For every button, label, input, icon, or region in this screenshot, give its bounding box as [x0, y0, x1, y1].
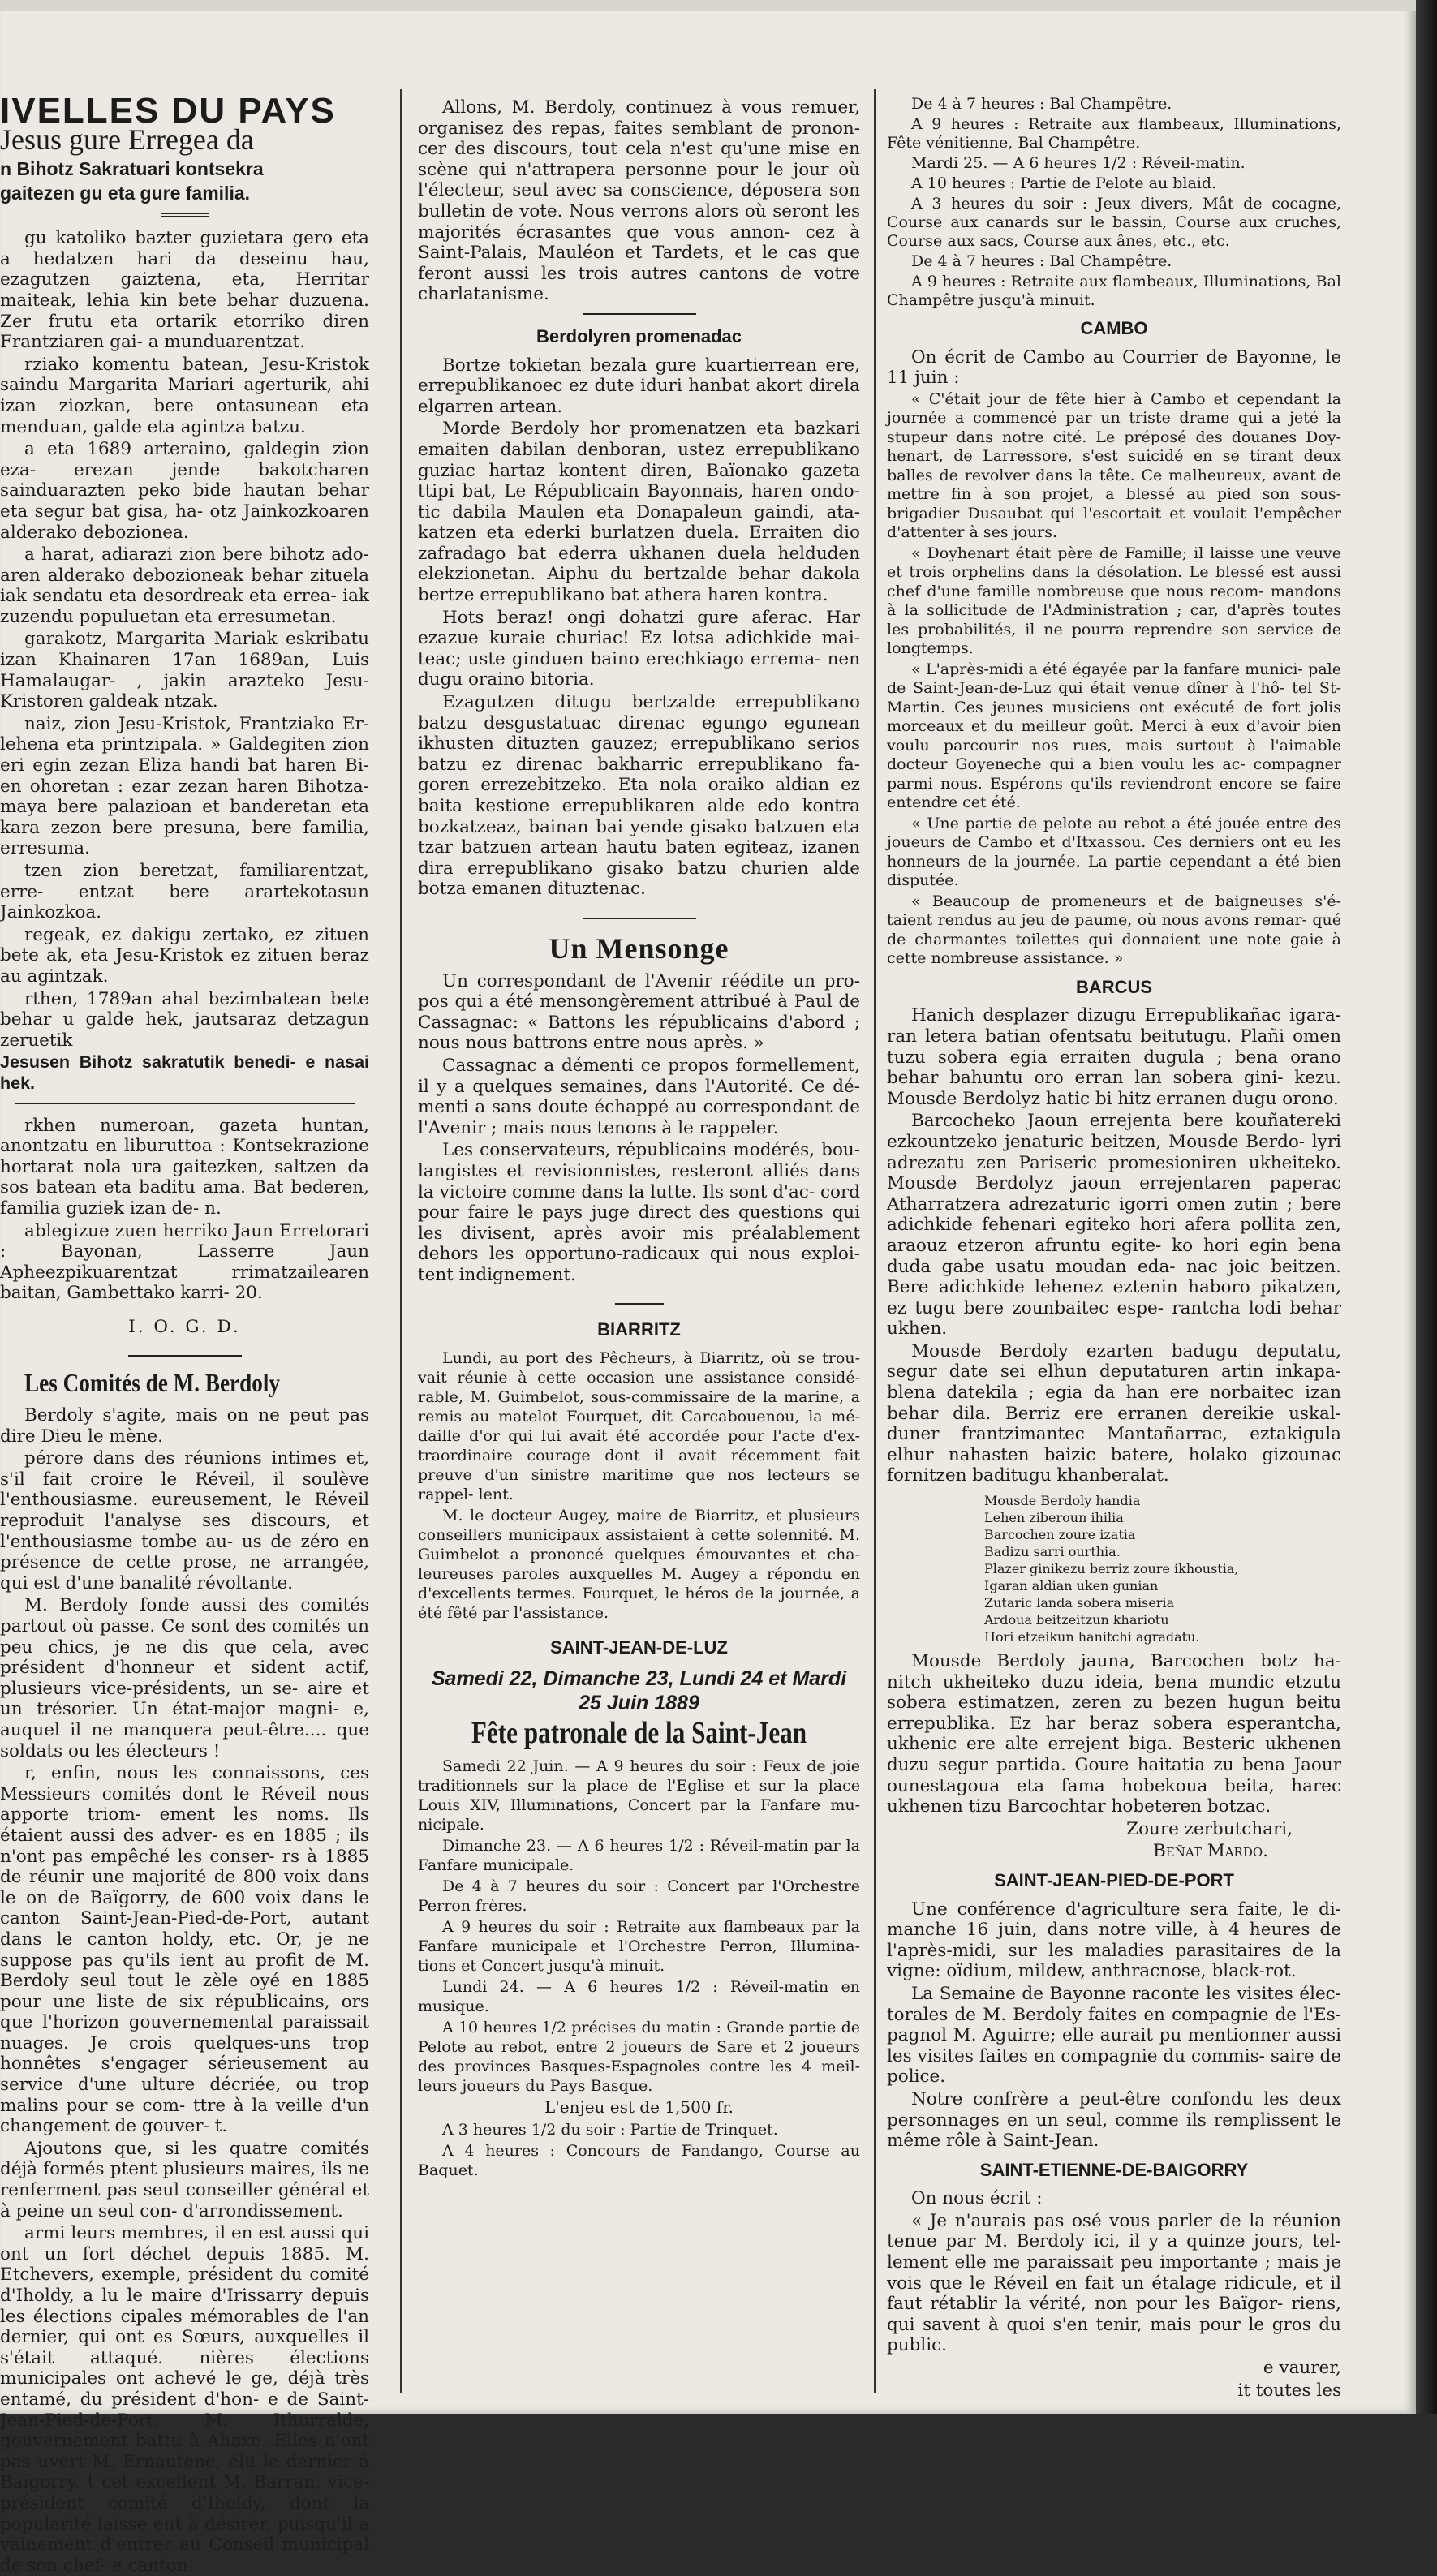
- program-item: A 9 heures : Retraite aux flambeaux, Illuminations, Bal Champêtre jusqu'à minuit.: [887, 273, 1341, 309]
- divider: [615, 1303, 664, 1305]
- paragraph: Notre confrère a peut-être confondu les deux personnages en un seul, comme ils remplissent le même rôle à Saint-Jean.: [887, 2088, 1341, 2152]
- signature: I. O. G. D.: [128, 1316, 241, 1337]
- paragraph: Les conservateurs, républicains modérés, bou- langistes et revisionnistes, resteront alliés dans la victoire comme dans la lutte. Ils sont d'ac- cord pour faire le pays juge direct des questions qui les divisent, après avoir mis préalablement dehors les opportuno-radicaux qui nous exploi- tent indignement.: [418, 1140, 860, 1285]
- barcus-title: BARCUS: [1075, 976, 1153, 997]
- paragraph: Allons, M. Berdoly, continuez à vous remuer, organisez des repas, faites semblant de pronon- cer des discours, tout cela n'est qu'une mise en scène qui n'attrapera personne pour le jour où l'électeur, seul avec sa conscience, déposera son bulletin de vote. Nous verrons alors où seront les majorités écrasantes que vous annon- cez à Saint-Palais, Mauléon et Tardets, et le cas que feront aussi les trois autres cantons de votre charlatanisme.: [418, 97, 860, 305]
- poem-line: Barcochen zoure izatia: [984, 1527, 1136, 1543]
- paragraph: « Je n'aurais pas osé vous parler de la réunion tenue par M. Berdoly ici, il y a quinze jours, tel- lement elle me paraissait peu importante ; mais je vois que le Réveil en fait un étalage ridicule, et il faut rétablir la vérité, non pour les Baïgor- riens, qui savent à quoi s'en tenir, mais pour le gros du public.: [887, 2210, 1341, 2356]
- paragraph: rthen, 1789an ahal bezimbatean bete behar u galde hek, jautsaraz detzagun zeruetik: [0, 988, 369, 1051]
- paragraph-fragment: it toutes les: [1237, 2380, 1341, 2401]
- paragraph: tzen zion beretzat, familiarentzat, erre- entzat bere arartekotasun Jainkozkoa.: [0, 861, 369, 923]
- paragraph: « Une partie de pelote au rebot a été jouée entre des joueurs de Cambo et d'Itxassou. Ces derniers ont eu les honneurs de la journée. La partie cependant a été bien disputée.: [887, 814, 1341, 890]
- program-item: A 9 heures : Retraite aux flambeaux, Illuminations, Fête vénitienne, Bal Champêtre.: [887, 115, 1341, 152]
- column-1: [0, 91, 369, 2576]
- fete-title: Fête patronale de la Saint-Jean: [471, 1715, 807, 1750]
- signature-name: Beñat Mardo.: [1152, 1841, 1268, 1862]
- paragraph: armi leurs membres, il en est aussi qui ont un fort déchet depuis 1885. M. Etchevers, exemple, président du comité d'Iholdy, a lu le maire d'Irissarry depuis les élections cipales mémorables de l'an dernier, qui ont es Sœurs, auxquelles il s'était attaqué. nières élections municipales ont achevé le ge, déjà très entamé, du président d'hon- e de Saint-Jean-Pied-de-Port, M. Ithurralde, gouvernement battu à Ahaxe. Elles n'ont pas uvert M. Ernautene, élu le dernier à Baïgorry. t cet excellent M. Barran, vice-président comité d'Iholdy, dont la popularité laisse ent à désirer, puisqu'il a vainement d'entrer au Conseil municipal de son chef- e canton.: [0, 2223, 369, 2576]
- paragraph: La Semaine de Bayonne raconte les visites élec- torales de M. Berdoly faites en compagnie de l'Es- pagnol M. Aguirre; elle aurait pu mentionner aussi les visites faites en compagnie du commis- saire de police.: [887, 1983, 1341, 2088]
- paragraph-fragment: e vaurer,: [1263, 2358, 1341, 2379]
- paragraph: ablegizue zuen herriko Jaun Erretorari : Bayonan, Lasserre Jaun Apheezpikuarentzat rrimatzailearen baitan, Gambettako karri- 20.: [0, 1220, 369, 1304]
- paragraph: pérore dans des réunions intimes et, s'il fait croire le Réveil, il soulève l'enthousiasme. eureusement, le Réveil reproduit l'analyse ses discours, et l'enthousiasme tombe au- us de zéro en présence de cette prose, ne arrangée, qui est d'une banalité révoltante.: [0, 1448, 369, 1593]
- program-item: A 3 heures du soir : Jeux divers, Mât de cocagne, Course aux canards sur le bassin, Course aux cruches, Course aux sacs, Course aux ânes, etc., etc.: [887, 195, 1341, 250]
- paragraph-bold: Jesusen Bihotz sakratutik benedi- e nasai hek.: [0, 1052, 369, 1093]
- divider: [161, 213, 209, 217]
- poem-line: Ardoua beitzeitzun khariotu: [984, 1612, 1169, 1628]
- paragraph: Cassagnac a démenti ce propos formellement, il y a quelques semaines, dans l'Autorité. Ce dé- menti a sans doute échappé au correspondant de l'Avenir ; mais nous tenons à le rappeler.: [418, 1055, 860, 1138]
- saint-etienne-de-baigorry-title: SAINT-ETIENNE-DE-BAIGORRY: [979, 2159, 1249, 2180]
- paragraph: « Doyhenart était père de Famille; il laisse une veuve et trois orphelins dans la désolation. Le blessé est aussi chef d'une famille nombreuse que nous recom- mandons à la sollicitude de l'Administration ; car, d'après toutes les probabilités, il ne pourra reprendre son service de longtemps.: [887, 544, 1341, 658]
- top-edge: [0, 0, 1416, 11]
- paragraph: Morde Berdoly hor promenatzen eta bazkari emaiten dabilan denboran, ustez errepublikano guziac hartaz kontent diren, Baïonako gazeta ttipi bat, Le Républicain Bayonnais, haren ondo- tic dabila Maulen eta Donapaleun gaindi, ata- katzen eta ederki burlatzen duela. Erraiten dio zafradago bat ederra ukhanen duela helduden elekzionetan. Aiphu du bertzalde behar dakola bertze errepublikano bat athera haren kontra.: [418, 419, 860, 606]
- program-item: A 10 heures : Partie de Pelote au blaid.: [911, 174, 1217, 192]
- paragraph: a eta 1689 arteraino, galdegin zion eza- erezan jende bakotcharen sainduarazten peko bide hautan behar eta segur bat gisa, ha- otz Jainkozkoaren alderako debozionea.: [0, 439, 369, 543]
- signature-line: Zoure zerbutchari,: [1126, 1818, 1293, 1839]
- paragraph: rziako komentu batean, Jesu-Kristok saindu Margarita Mariari agerturik, ahi izan ziozkan, bere ontasunean eta menduan, galde eta agintza batzu.: [0, 354, 369, 437]
- mensonge-title: Un Mensonge: [549, 931, 729, 965]
- program-item: A 9 heures du soir : Retraite aux flambeaux par la Fanfare municipale et l'Orchestre Perron, Illumina- tions et Concert jusqu'à minuit.: [418, 1918, 860, 1976]
- comites-title: Les Comités de M. Berdoly: [24, 1368, 281, 1398]
- paragraph: Ezagutzen ditugu bertzalde errepublikano batzu desgustatuac direnac egungo egunean ikhusten dituzten gauzez; errepublikano serios batzu ez direnac bakharric errepublikano fa- goren errezebitzeko. Eta nola oraiko aldian ez baita kestione errepublikaren alde edo kontra bozkatzeaz, bainan bai yende gisako batzuen eta tzar batzuen artean hautu baten egiteaz, izanen dira errepublikano gisako batzu churien alde botza emanen dituztenac.: [418, 692, 860, 900]
- paragraph: Hots beraz! ongi dohatzi gure aferac. Har ezazue kuraie churiac! Ez lotsa adichkide mai- teac; uste ginduen baino erechkiago errema- nen dugu oraino bitoria.: [418, 607, 860, 690]
- biarritz-title: BIARRITZ: [597, 1319, 681, 1340]
- paragraph: « C'était jour de fête hier à Cambo et cependant la journée a commencé par un triste drame qui a jeté la stupeur dans notre cité. Le préposé des douanes Doy- henart, de Larressore, s'est suicidé en se tirant deux balles de revolver dans la tête. Ce malheureux, avant de mettre fin à son projet, a blessé au pied son sous- brigadier Dusaubat qui l'escortait et voulait l'empêcher d'attenter à ses jours.: [887, 389, 1341, 542]
- paragraph: Une conférence d'agriculture sera faite, le di- manche 16 juin, dans notre ville, à 4 heures de l'après-midi, sur les maladies parasitaires de la vigne: oïdium, mildew, anthracnose, black-rot.: [887, 1899, 1341, 1982]
- divider: [128, 1355, 242, 1357]
- divider: [15, 1103, 355, 1104]
- paragraph: gu katoliko bazter guzietara gero eta a hedatzen hari da deseinu hau, ezagutzen gaiztena, eta, Herritar maiteak, lehia kin bete behar duzuena. Zer frutu eta ortarik etorriko diren Frantziaren gai- a munduarentzat.: [0, 228, 369, 353]
- paragraph: Berdoly s'agite, mais on ne peut pas dire Dieu le mène.: [0, 1405, 369, 1447]
- program-item: Lundi 24. — A 6 heures 1/2 : Réveil-matin en musique.: [418, 1978, 860, 2016]
- paragraph: Bortze tokietan bezala gure kuartierrean ere, errepublikanoec ez dute iduri hanbat akort direla elgarren artean.: [418, 355, 860, 417]
- paragraph: Barcocheko Jaoun errejenta bere kouñatereki ezkountzeko jenaturic beitzen, Mousde Berdo- lyri adrezatu zen Pariseric promesioniren ukheiteko. Mousde Berdolyz jaoun errejentaren paperac Atharratzera adrezaturic igorri omen zutin ; bere adichkide fehenari egiteko hori afera pollita zen, araouz etzeron afruntu egite- ko hori egin bena duda gabe usatu moudan eda- nac joic beitzen. Bere adichkide lehenez eztenin haboro pikatzen, ez tugu bere zounbaitec espe- rantcha lodi behar ukhen.: [887, 1111, 1341, 1340]
- paragraph: M. le docteur Augey, maire de Biarritz, et plusieurs conseillers municipaux assistaient à cette solennité. M. Guimbelot a prononcé quelques émouvantes et cha- leureuses paroles auxquelles M. Augey a répondu en d'excellents termes. Fourquet, le héros de la journée, a été fêté par l'assistance.: [418, 1507, 860, 1623]
- paragraph: « L'après-midi a été égayée par la fanfare munici- pale de Saint-Jean-de-Luz qui était venue dîner à l'hô- tel St-Martin. Ces jeunes musiciens ont exécuté de fort jolis morceaux et du meilleur goût. Merci à eux d'avoir bien voulu parcourir nos rues, mais surtout à l'aimable docteur Goyeneche qui a bien voulu les ac- compagner parmi nous. Espérons qu'ils reviendront encore se faire entendre cet été.: [887, 660, 1341, 812]
- program-item: De 4 à 7 heures : Bal Champêtre.: [911, 95, 1172, 113]
- program-item: A 3 heures 1/2 du soir : Partie de Trinquet.: [442, 2120, 778, 2139]
- saint-jean-dates-2: 25 Juin 1889: [579, 1691, 699, 1714]
- paragraph: Lundi, au port des Pêcheurs, à Biarritz, où se trou- vait réunie à cette occasion une assistance considé- rable, M. Guimbelot, sous-commissaire de la marine, a remis au matelot Fourquet, dit Carcabouenou, la mé- daille d'or qui lui avait été accordée pour l'acte d'ex- traordinaire courage dont il avait récemment fait preuve d'un sinistre maritime que nos lecteurs se rappel- lent.: [418, 1349, 860, 1504]
- paragraph: Mousde Berdoly ezarten badugu deputatu, segur date sei elhun deputaturen artin inkapa- blena datekila ; egia da han ere norbaitec izan behar dila. Berriz ere erranen dereikie uskal- duner frantzimantec Mantañarrac, eztakigula elhur nahasten baizic batere, holako gizounac fornitzen baditugu khanberalat.: [887, 1340, 1341, 1486]
- religious-subtitle-1: n Bihotz Sakratuari kontsekra: [0, 158, 264, 180]
- program-item: A 10 heures 1/2 précises du matin : Grande partie de Pelote au rebot, entre 2 joueurs de Sare et 2 joueurs des provinces Basques-Espagnoles contre les 4 meil- leurs joueurs du Pays Basque.: [418, 2019, 860, 2096]
- promenadac-title: Berdolyren promenadac: [536, 325, 742, 346]
- poem: [887, 1493, 1341, 1645]
- column-rule-1: [400, 89, 402, 2393]
- paragraph: rkhen numeroan, gazeta huntan, anontzatu en liburuttoa : Kontsekrazione hortarat nola ura gaitezken, saltzen da sos batean eta baditu ama. Bat bederen, familia guziek izan de- n.: [0, 1115, 369, 1219]
- divider: [583, 313, 696, 315]
- program-item: Dimanche 23. — A 6 heures 1/2 : Réveil-matin par la Fanfare municipale.: [418, 1837, 860, 1875]
- program-stake: L'enjeu est de 1,500 fr.: [544, 2097, 734, 2118]
- saint-jean-de-luz-title: SAINT-JEAN-DE-LUZ: [550, 1637, 728, 1658]
- paragraph: Hanich desplazer dizugu Errepublikañac igara- ran letera batian ofentsatu beitutugu. Plañi omen tuzu sobera egia erraiten dugula ; bena orano behar bahuntu oro erran lan sobera gini- kezu. Mousde Berdolyz hatic bi hitz erranen dugu orono.: [887, 1005, 1341, 1109]
- paragraph: Un correspondant de l'Avenir réédite un pro- pos qui a été mensongèrement attribué à Paul de Cassagnac: « Battons les républicains d'abord ; nous nous battrons entre nous après. »: [418, 970, 860, 1054]
- program-item: Mardi 25. — A 6 heures 1/2 : Réveil-matin.: [911, 154, 1246, 172]
- paragraph: garakotz, Margarita Mariak eskribatu izan Khainaren 17an 1689an, Luis Hamalaugar- , jakin arazteko Jesu-Kristoren galdeak ntzak.: [0, 629, 369, 712]
- cambo-title: CAMBO: [1080, 318, 1148, 338]
- paragraph: M. Berdoly fonde aussi des comités partout où passe. Ce sont des comités un peu chics, je ne dis que cela, avec président d'honneur et sident actif, plusieurs vice-présidents, un se- aire et un trésorier. Un état-major magni- e, auquel il ne manquera peut-être.... que soldats ou les électeurs !: [0, 1595, 369, 1761]
- paragraph: Mousde Berdoly jauna, Barcochen botz ha- nitch ukheiteko duzu ideia, bena mundic etzutu sobera estimatzen, zeren zu bezen hugun beitu errepublika. Ez har beraz sobera esperantcha, ukhenic ere alte errejent biga. Besteric ukhenen duzu segur partida. Goure haitatia zu bena Jaour ounestagoua eta fama hobekoua beita, harec ukhenen tizu Barcochtar hobeteren botzac.: [887, 1651, 1341, 1817]
- column-rule-2: [874, 89, 876, 2393]
- paragraph: « Beaucoup de promeneurs et de baigneuses s'é- taient rendus au jeu de paume, où nous avons remar- qué de charmantes toilettes qui donnaient une note gaie à cette nombreuse assistance. »: [887, 892, 1341, 968]
- scan-edge: [1416, 0, 1437, 2414]
- column-2: [418, 97, 860, 2393]
- poem-line: Lehen ziberoun ihilia: [984, 1510, 1124, 1526]
- divider: [583, 918, 696, 919]
- paragraph: naiz, zion Jesu-Kristok, Frantziako Er- lehena eta printzipala. » Galdegiten zion eri egin zezan Eliza handi bat haren Bi- en ohoretan : ezar zezan haren Bihotza- maya bere palazioan et banderetan eta kara zezon bere presuna, bere familia, erresuma.: [0, 713, 369, 859]
- paragraph: regeak, ez dakigu zertako, ez zituen bete ak, eta Jesu-Kristok ez zituen beraz au agintzak.: [0, 924, 369, 987]
- paragraph: r, enfin, nous les connaissons, ces Messieurs comités dont le Réveil nous apporte triom- ement les noms. Ils étaient aussi des adver- es en 1885 ; ils n'ont pas empêché les conser- rs à 1885 de réunir une majorité de 800 voix dans le on de Baïgorry, de 600 voix dans le canton Saint-Jean-Pied-de-Port, autant dans le canton holdy, etc. Or, je ne suppose pas qu'ils ient au profit de M. Berdoly seul tout le zèle oyé en 1885 pour une liste de six républicains, ors que l'horizon gouvernemental paraissait nuages. Je crois quelques-uns trop honnêtes s'engager sérieusement au service d'une ulture décriée, ou trop malins pour se com- ttre à la veille d'un changement de gouver- t.: [0, 1763, 369, 2137]
- paragraph: On écrit de Cambo au Courrier de Bayonne, le 11 juin :: [887, 346, 1341, 389]
- poem-line: Plazer ginikezu berriz zoure ikhoustia,: [984, 1561, 1239, 1577]
- program-item: De 4 à 7 heures : Bal Champêtre.: [911, 252, 1172, 270]
- poem-line: Igaran aldian uken gunian: [984, 1578, 1159, 1594]
- poem-line: Badizu sarri ourthia.: [984, 1544, 1121, 1560]
- saint-jean-pied-de-port-title: SAINT-JEAN-PIED-DE-PORT: [994, 1869, 1234, 1890]
- religious-subtitle-2: gaitezen gu eta gure familia.: [0, 183, 251, 204]
- poem-line: Mousde Berdoly handia: [984, 1493, 1141, 1509]
- section-title-nouvelles: IVELLES DU PAYS: [0, 91, 336, 131]
- poem-line: Hori etzeikun hanitchi agradatu.: [984, 1629, 1200, 1645]
- paragraph: On nous écrit :: [911, 2188, 1043, 2209]
- religious-title: Jesus gure Erregea da: [0, 123, 254, 156]
- paragraph: a harat, adiarazi zion bere bihotz ado- aren alderako debozioneak behar zituela iak sendatu eta desordreak eta errea- iak zuzendu populuetan eta erresumetan.: [0, 544, 369, 627]
- program-item: A 4 heures : Concours de Fandango, Course au Baquet.: [418, 2141, 860, 2179]
- paragraph: Ajoutons que, si les quatre comités déjà formés ptent plusieurs maires, ils ne renferment pas seul conseiller général et à peine un seul con- d'arrondissement.: [0, 2138, 369, 2221]
- column-3: [887, 93, 1341, 2401]
- poem-line: Zutaric landa sobera miseria: [984, 1595, 1175, 1611]
- program-item: De 4 à 7 heures du soir : Concert par l'Orchestre Perron frères.: [418, 1877, 860, 1916]
- saint-jean-dates-1: Samedi 22, Dimanche 23, Lundi 24 et Mardi: [431, 1666, 847, 1690]
- program-item: Samedi 22 Juin. — A 9 heures du soir : Feux de joie traditionnels sur la place de l'Eglise et sur la place Louis XIV, Illuminations, Concert par la Fanfare mu- nicipale.: [418, 1757, 860, 1834]
